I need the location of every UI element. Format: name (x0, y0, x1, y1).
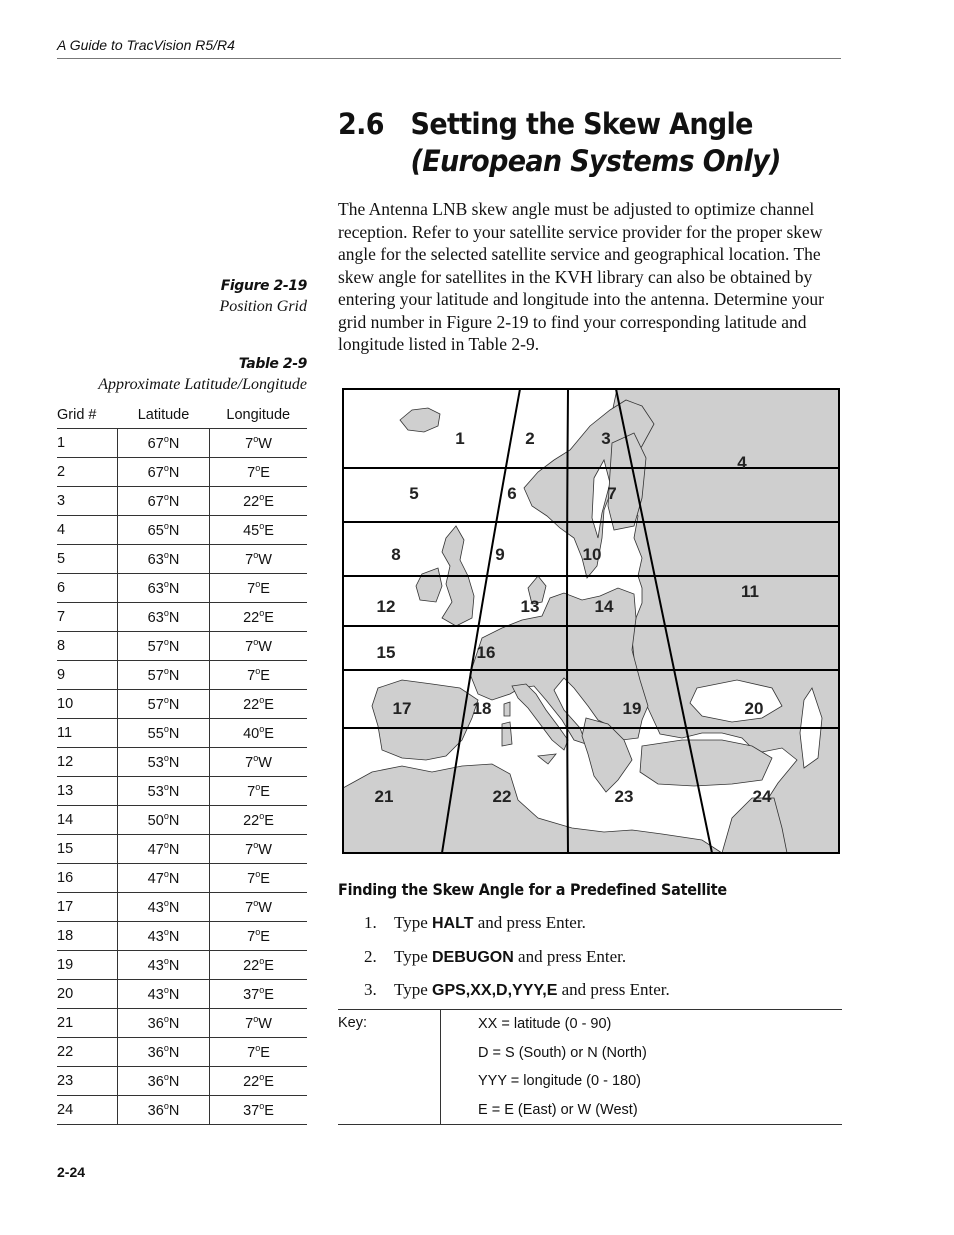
position-grid-map (342, 388, 840, 854)
grid-label-9: 9 (495, 545, 505, 564)
step-text-after: and press Enter. (557, 980, 670, 999)
procedure-step (364, 913, 670, 947)
latitude-cell: 43$^o$N (118, 893, 210, 922)
running-header: A Guide to TracVision R5/R4 (57, 37, 841, 59)
grid-label-12: 12 (376, 597, 396, 616)
longitude-cell: 7$^o$E (210, 458, 308, 487)
latitude-cell: 67$^o$N (118, 458, 210, 487)
latitude-cell: 47$^o$N (118, 835, 210, 864)
table-row (57, 1067, 307, 1096)
degree-symbol: o (163, 695, 169, 706)
grid-label-22: 22 (492, 787, 512, 806)
header-latitude: Latitude (118, 402, 210, 429)
degree-symbol: o (163, 666, 169, 677)
intro-paragraph: The Antenna LNB skew angle must be adjusted to optimize channel reception. Refer to your satellite service provider for the proper skew angle for the selected satellite service and geographical location. The skew angle for satellites in the KVH library can also be obtained by entering your latitude and longitude into the antenna. Determine your grid number in Figure 2-19 to find your corresponding latitude and longitude listed in Table 2-9. (338, 199, 824, 354)
table-row (57, 951, 307, 980)
degree-symbol: o (259, 1072, 265, 1083)
longitude-cell: 22$^o$E (210, 1067, 308, 1096)
longitude-cell: 37$^o$E (210, 980, 308, 1009)
key-entry: XX = latitude (0 - 90) (478, 1016, 612, 1033)
degree-symbol: o (163, 898, 169, 909)
longitude-cell: 7$^o$W (210, 893, 308, 922)
degree-symbol: o (259, 492, 265, 503)
latitude-cell: 36$^o$N (118, 1009, 210, 1038)
key-entry: YYY = longitude (0 - 180) (478, 1073, 641, 1090)
grid-label-6: 6 (507, 484, 517, 503)
table-row (57, 545, 307, 574)
grid-number-cell: 10 (57, 690, 118, 719)
table-row (57, 777, 307, 806)
section-subtitle: (European Systems Only) (410, 144, 781, 178)
longitude-cell: 22$^o$E (210, 487, 308, 516)
latitude-cell: 53$^o$N (118, 777, 210, 806)
longitude-cell: 7$^o$E (210, 661, 308, 690)
longitude-cell: 7$^o$E (210, 1038, 308, 1067)
grid-number-cell: 18 (57, 922, 118, 951)
longitude-cell: 40$^o$E (210, 719, 308, 748)
grid-label-1: 1 (455, 429, 465, 448)
degree-symbol: o (163, 637, 169, 648)
degree-symbol: o (163, 840, 169, 851)
page-number: 2-24 (57, 1164, 86, 1180)
procedure-heading: Finding the Skew Angle for a Predefined Satellite (338, 880, 727, 899)
degree-symbol: o (163, 434, 169, 445)
section-title (338, 106, 822, 180)
degree-symbol: o (259, 608, 265, 619)
grid-label-15: 15 (376, 643, 396, 662)
table-row (57, 574, 307, 603)
key-entry: D = S (South) or N (North) (478, 1044, 647, 1061)
degree-symbol: o (163, 985, 169, 996)
step-number: 2. (364, 946, 377, 966)
latitude-cell: 67$^o$N (118, 487, 210, 516)
degree-symbol: o (259, 811, 265, 822)
step-command: HALT (432, 915, 474, 932)
degree-symbol: o (253, 898, 259, 909)
grid-number-cell: 16 (57, 864, 118, 893)
longitude-cell: 22$^o$E (210, 806, 308, 835)
procedure-step (364, 947, 670, 981)
table-row (57, 429, 307, 458)
degree-symbol: o (253, 434, 259, 445)
key-entry: E = E (East) or W (West) (478, 1101, 638, 1118)
degree-symbol: o (253, 753, 259, 764)
table-row (57, 1038, 307, 1067)
grid-label-3: 3 (601, 429, 611, 448)
step-text-before: Type (394, 946, 432, 966)
grid-label-14: 14 (594, 597, 614, 616)
table-row (57, 893, 307, 922)
table-row (57, 690, 307, 719)
grid-number-cell: 6 (57, 574, 118, 603)
degree-symbol: o (163, 1101, 169, 1112)
longitude-cell: 45$^o$E (210, 516, 308, 545)
longitude-cell: 7$^o$W (210, 545, 308, 574)
step-text-after: and press Enter. (513, 946, 627, 966)
grid-label-24: 24 (752, 787, 772, 806)
degree-symbol: o (255, 782, 261, 793)
degree-symbol: o (259, 521, 265, 532)
table-row (57, 516, 307, 545)
degree-symbol: o (255, 463, 261, 474)
degree-symbol: o (259, 695, 265, 706)
degree-symbol: o (259, 956, 265, 967)
grid-label-17: 17 (392, 699, 412, 718)
longitude-cell: 7$^o$E (210, 922, 308, 951)
grid-label-23: 23 (614, 787, 634, 806)
degree-symbol: o (163, 869, 169, 880)
latitude-cell: 57$^o$N (118, 661, 210, 690)
grid-number-cell: 21 (57, 1009, 118, 1038)
degree-symbol: o (259, 1101, 265, 1112)
degree-symbol: o (163, 1043, 169, 1054)
grid-label-18: 18 (472, 699, 492, 718)
table-row (57, 835, 307, 864)
step-text-after: and press Enter. (473, 913, 586, 932)
grid-number-cell: 15 (57, 835, 118, 864)
latitude-cell: 57$^o$N (118, 632, 210, 661)
table-label: Table 2-9 (238, 356, 307, 372)
table-row (57, 661, 307, 690)
grid-number-cell: 11 (57, 719, 118, 748)
latitude-cell: 43$^o$N (118, 922, 210, 951)
latitude-cell: 36$^o$N (118, 1096, 210, 1125)
grid-label-7: 7 (607, 484, 617, 503)
grid-label-10: 10 (582, 545, 602, 564)
procedure-steps (364, 913, 670, 1014)
degree-symbol: o (253, 840, 259, 851)
grid-label-21: 21 (374, 787, 394, 806)
table-row (57, 922, 307, 951)
longitude-cell: 7$^o$E (210, 864, 308, 893)
table-caption-text: Approximate Latitude/Longitude (98, 376, 307, 393)
key-row (338, 1010, 842, 1039)
table-row (57, 1009, 307, 1038)
table-row (57, 487, 307, 516)
latitude-cell: 65$^o$N (118, 516, 210, 545)
latitude-cell: 67$^o$N (118, 429, 210, 458)
degree-symbol: o (253, 637, 259, 648)
degree-symbol: o (163, 521, 169, 532)
latitude-cell: 53$^o$N (118, 748, 210, 777)
step-number: 1. (364, 913, 377, 932)
key-body (338, 1010, 842, 1125)
grid-number-cell: 24 (57, 1096, 118, 1125)
grid-number-cell: 3 (57, 487, 118, 516)
grid-number-cell: 12 (57, 748, 118, 777)
step-text-before: Type (394, 913, 432, 932)
grid-number-cell: 2 (57, 458, 118, 487)
latitude-cell: 36$^o$N (118, 1038, 210, 1067)
latitude-cell: 63$^o$N (118, 545, 210, 574)
longitude-cell: 37$^o$E (210, 1096, 308, 1125)
grid-number-cell: 9 (57, 661, 118, 690)
header-longitude: Longitude (210, 402, 308, 429)
grid-number-cell: 8 (57, 632, 118, 661)
grid-number-cell: 17 (57, 893, 118, 922)
grid-label-5: 5 (409, 484, 419, 503)
degree-symbol: o (255, 579, 261, 590)
table-row (57, 980, 307, 1009)
degree-symbol: o (163, 550, 169, 561)
grid-number-cell: 1 (57, 429, 118, 458)
longitude-cell: 7$^o$W (210, 748, 308, 777)
figure-caption (219, 276, 307, 318)
latitude-cell: 36$^o$N (118, 1067, 210, 1096)
grid-label-2: 2 (525, 429, 535, 448)
degree-symbol: o (163, 724, 169, 735)
latitude-cell: 57$^o$N (118, 690, 210, 719)
grid-label-20: 20 (744, 699, 764, 718)
latitude-cell: 63$^o$N (118, 603, 210, 632)
longitude-cell: 7$^o$W (210, 835, 308, 864)
table-row (57, 603, 307, 632)
key-label: Key: (338, 1010, 441, 1125)
grid-label-13: 13 (520, 597, 540, 616)
degree-symbol: o (163, 1072, 169, 1083)
figure-caption-text: Position Grid (219, 298, 307, 315)
degree-symbol: o (163, 927, 169, 938)
degree-symbol: o (255, 666, 261, 677)
degree-symbol: o (253, 550, 259, 561)
degree-symbol: o (253, 1014, 259, 1025)
degree-symbol: o (163, 492, 169, 503)
longitude-cell: 7$^o$E (210, 574, 308, 603)
step-text-before: Type (394, 980, 432, 999)
longitude-cell: 22$^o$E (210, 603, 308, 632)
grid-number-cell: 5 (57, 545, 118, 574)
grid-label-8: 8 (391, 545, 401, 564)
degree-symbol: o (255, 1043, 261, 1054)
degree-symbol: o (163, 608, 169, 619)
table-row (57, 864, 307, 893)
latitude-cell: 63$^o$N (118, 574, 210, 603)
degree-symbol: o (259, 724, 265, 735)
longitude-cell: 7$^o$E (210, 777, 308, 806)
degree-symbol: o (163, 782, 169, 793)
table-row (57, 806, 307, 835)
degree-symbol: o (255, 869, 261, 880)
latitude-cell: 43$^o$N (118, 980, 210, 1009)
table-row (57, 719, 307, 748)
degree-symbol: o (163, 1014, 169, 1025)
step-number: 3. (364, 980, 377, 999)
latitude-longitude-table (57, 402, 307, 1125)
grid-number-cell: 22 (57, 1038, 118, 1067)
degree-symbol: o (259, 985, 265, 996)
grid-number-cell: 7 (57, 603, 118, 632)
grid-label-11: 11 (741, 582, 759, 601)
latitude-cell: 55$^o$N (118, 719, 210, 748)
longitude-cell: 7$^o$W (210, 429, 308, 458)
table-header-row (57, 402, 307, 429)
longitude-cell: 22$^o$E (210, 690, 308, 719)
section-number: 2.6 (338, 107, 384, 141)
table-body (57, 429, 307, 1125)
latitude-cell: 50$^o$N (118, 806, 210, 835)
grid-label-19: 19 (622, 699, 642, 718)
latitude-cell: 47$^o$N (118, 864, 210, 893)
table-row (57, 1096, 307, 1125)
grid-label-4: 4 (737, 453, 747, 472)
degree-symbol: o (163, 753, 169, 764)
table-row (57, 748, 307, 777)
degree-symbol: o (255, 927, 261, 938)
degree-symbol: o (163, 956, 169, 967)
degree-symbol: o (163, 811, 169, 822)
table-row (57, 458, 307, 487)
grid-number-cell: 23 (57, 1067, 118, 1096)
step-command: GPS,XX,D,YYY,E (432, 982, 558, 999)
grid-number-cell: 19 (57, 951, 118, 980)
key-table (338, 1009, 842, 1125)
section-heading: Setting the Skew Angle (410, 107, 753, 141)
longitude-cell: 7$^o$W (210, 632, 308, 661)
degree-symbol: o (163, 463, 169, 474)
latitude-cell: 43$^o$N (118, 951, 210, 980)
grid-number-cell: 20 (57, 980, 118, 1009)
longitude-cell: 22$^o$E (210, 951, 308, 980)
table-row (57, 632, 307, 661)
grid-number-cell: 4 (57, 516, 118, 545)
figure-label: Figure 2-19 (220, 278, 307, 294)
longitude-cell: 7$^o$W (210, 1009, 308, 1038)
degree-symbol: o (163, 579, 169, 590)
header-grid: Grid # (57, 402, 118, 429)
step-command: DEBUGON (432, 948, 514, 966)
grid-number-cell: 13 (57, 777, 118, 806)
table-caption (98, 354, 307, 396)
grid-number-cell: 14 (57, 806, 118, 835)
grid-label-16: 16 (476, 643, 496, 662)
